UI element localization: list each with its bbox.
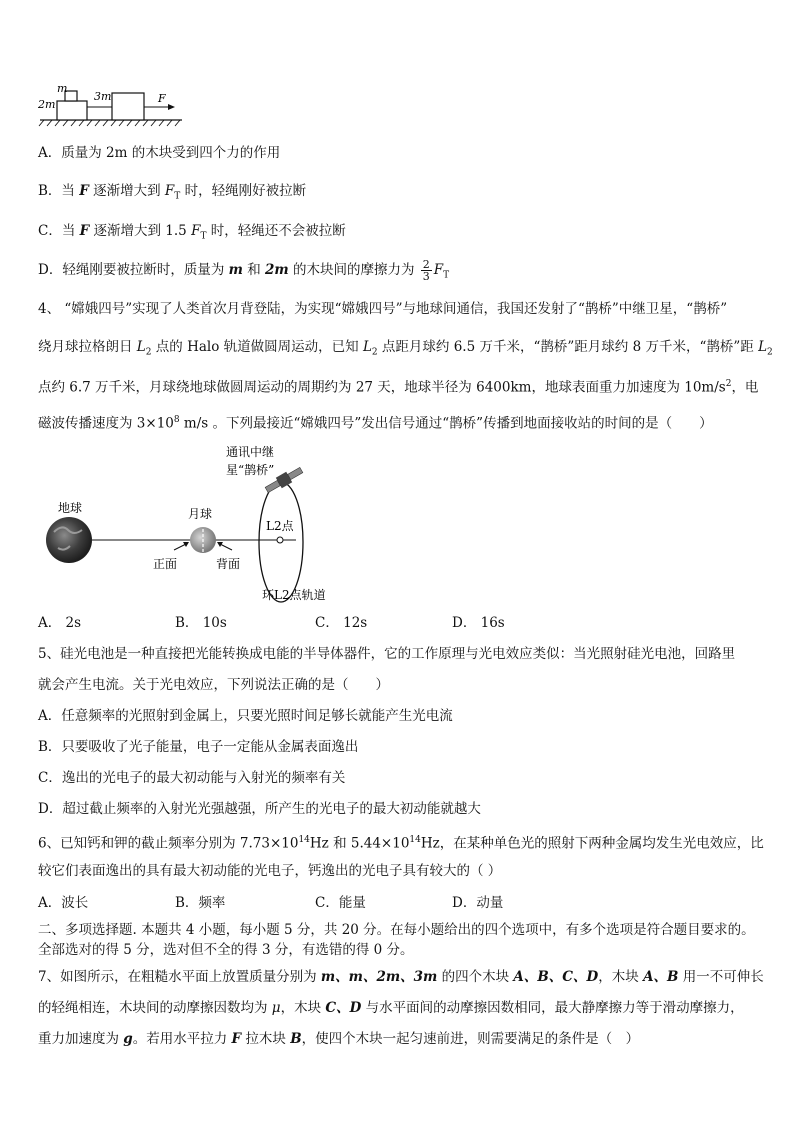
section2-line-2: 全部选对的得 5 分，选对但不全的得 3 分，有选错的得 0 分。	[38, 942, 414, 958]
q4-options	[38, 614, 758, 632]
q5-option-b[interactable]: B．只要吸收了光子能量，电子一定能从金属表面逸出	[38, 739, 359, 755]
q3-option-d[interactable]: D．轻绳刚要被拉断时，质量为 m 和 2m 的木块间的摩擦力为 $\frac{2}{3}$ $F_T$	[38, 258, 450, 283]
q3-option-b[interactable]: B．当 F 逐渐增大到 $F_T$ 时，轻绳刚好被拉断	[38, 183, 307, 202]
q6-option-b[interactable]: B．频率	[175, 895, 226, 911]
block-2m	[57, 101, 87, 120]
label-relay-1: 通讯中继	[226, 445, 275, 459]
l2-point	[277, 537, 283, 543]
q6-line-1: 6、已知钙和钾的截止频率分别为 $7.73\times 10^{14}Hz$ 和 $5.44\times 10^{14}Hz$，在某种单色光的照射下两种金属均发生光电效应，比	[38, 835, 764, 852]
q7-line-1: 7、如图所示，在粗糙水平面上放置质量分别为 m、m、2m、3m 的四个木块 A、B、C、D，木块 A、B 用一不可伸长	[38, 969, 764, 985]
label-back: 背面	[216, 557, 241, 571]
q4-option-c[interactable]: C． 12s	[315, 615, 368, 631]
label-3m: 3m	[94, 90, 112, 103]
q4-line-2: 绕月球拉格朗日 $L_2$ 点的 Halo 轨道做圆周运动，已知 $L_2$ 点距月球约 6.5 万千米，“鹊桥”距月球约 8 万千米，“鹊桥”距 $L_2$	[38, 339, 773, 358]
label-2m: 2m	[38, 98, 56, 111]
q6-option-c[interactable]: C．能量	[315, 895, 366, 911]
label-F: F	[158, 92, 166, 105]
label-relay-2: 星“鹊桥”	[226, 463, 275, 477]
block-3m	[112, 93, 144, 120]
q3-option-a[interactable]: A．质量为 2m 的木块受到四个力的作用	[38, 145, 281, 161]
q3-option-c[interactable]: C．当 F 逐渐增大到 1.5 $F_T$ 时，轻绳还不会被拉断	[38, 223, 346, 242]
fraction-two-thirds: $\frac{2}{3}$	[422, 258, 430, 283]
q4-option-d[interactable]: D． 16s	[452, 615, 505, 631]
q4-line-1: 4、 “嫦娥四号”实现了人类首次月背登陆，为实现“嫦娥四号”与地球间通信，我国还发射了“鹊桥”中继卫星，“鹊桥”	[38, 301, 728, 317]
q6-option-a[interactable]: A．波长	[38, 895, 89, 911]
label-l2: L2点	[266, 519, 294, 533]
q4-line-4: 磁波传播速度为 $3\times 10^8$ m/s 。下列最接近“嫦娥四号”发出信号通过“鹊桥”传播到地面接收站的时间的是（ ）	[38, 415, 713, 432]
q4-option-a[interactable]: A． 2s	[38, 615, 82, 631]
q4-option-b[interactable]: B． 10s	[175, 615, 227, 631]
q5-line-2: 就会产生电流。关于光电效应，下列说法正确的是（ ）	[38, 677, 389, 693]
q5-option-d[interactable]: D．超过截止频率的入射光光强越强，所产生的光电子的最大初动能就越大	[38, 801, 481, 817]
q6-line-2: 较它们表面逸出的具有最大初动能的光电子，钙逸出的光电子具有较大的（ ）	[38, 863, 502, 879]
q6-options	[38, 894, 758, 912]
q6-option-d[interactable]: D．动量	[452, 895, 504, 911]
section2-line-1: 二、多项选择题. 本题共 4 小题，每小题 5 分，共 20 分。在每小题给出的四个选项中，有多个选项是符合题目要求的。	[38, 922, 755, 938]
q5-option-c[interactable]: C．逸出的光电子的最大初动能与入射光的频率有关	[38, 770, 346, 786]
label-earth: 地球	[58, 501, 83, 515]
q7-line-2: 的轻绳相连，木块间的动摩擦因数均为 μ，木块 C、D 与水平面间的动摩擦因数相同，最大静摩擦力等于滑动摩擦力，	[38, 1000, 744, 1016]
label-m: m	[57, 82, 68, 95]
q4-line-3: 点约 6.7 万千米，月球绕地球做圆周运动的周期约为 27 天，地球半径为 6400km，地球表面重力加速度为 $10m/s^2$，电	[38, 379, 759, 396]
relay-satellite-figure	[40, 436, 380, 608]
q7-line-3: 重力加速度为 g。若用水平拉力 F 拉木块 B，使四个木块一起匀速前进，则需要满足的条件是（ ）	[38, 1031, 640, 1047]
q5-option-a[interactable]: A．任意频率的光照射到金属上，只要光照时间足够长就能产生光电流	[38, 708, 453, 724]
q5-line-1: 5、硅光电池是一种直接把光能转换成电能的半导体器件，它的工作原理与光电效应类似：当光照射硅光电池，回路里	[38, 646, 736, 662]
label-front: 正面	[153, 557, 178, 571]
label-orbit: 环L2点轨道	[262, 588, 326, 602]
earth-icon	[46, 517, 92, 563]
label-moon: 月球	[188, 507, 213, 521]
blocks-figure	[36, 82, 186, 130]
